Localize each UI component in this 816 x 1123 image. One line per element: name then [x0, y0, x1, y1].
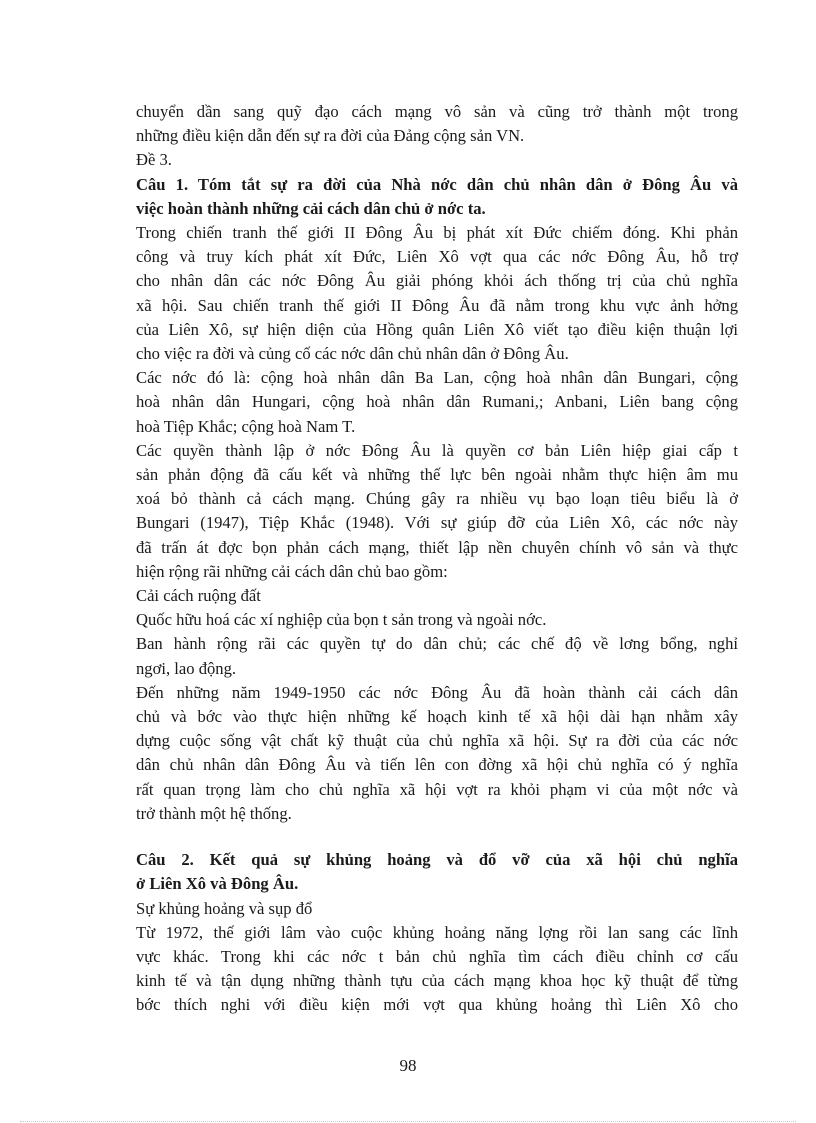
text-line: trở thành một hệ thống.: [136, 803, 292, 823]
text-line: Các quyền thành lập ở nớc Đông Âu là quyền cơ bản Liên hiệp giai cấp t: [136, 440, 738, 460]
text-line: chuyển dần sang quỹ đạo cách mạng vô sản và cũng trở thành một trong: [136, 102, 738, 121]
text-line: xoá bỏ thành cả cách mạng. Chúng gây ra nhiều vụ bạo loạn tiêu biểu là ở: [136, 489, 738, 509]
text-line: cho nhân dân các nớc Đông Âu giải phóng khỏi ách thống trị của chủ nghĩa: [136, 271, 738, 291]
text-line: hoà Tiệp Khắc; cộng hoà Nam T.: [136, 416, 356, 436]
text-line: hiện rộng rãi những cải cách dân chủ bao gồm:: [136, 561, 448, 581]
paragraph: [136, 100, 738, 148]
heading-line: Câu 2. Kết quả sự khủng hoảng và đổ vỡ của xã hội chủ nghĩa: [136, 850, 738, 870]
text-line: xã hội. Sau chiến tranh thế giới II Đông Âu đã nằm trong khu vực ảnh hởng: [136, 295, 738, 315]
text-line: dựng cuộc sống vật chất kỹ thuật của chủ nghĩa xã hội. Sự ra đời của các nớc: [136, 731, 738, 751]
page-bottom-rule: [20, 1121, 796, 1122]
text-line: Cải cách ruộng đất: [136, 586, 261, 606]
section-heading: [136, 848, 738, 896]
text-line: Trong chiến tranh thế giới II Đông Âu bị phát xít Đức chiếm đóng. Khi phản: [136, 223, 738, 243]
paragraph: [136, 681, 738, 826]
paragraph: [136, 921, 738, 1018]
text-line: những điều kiện dẫn đến sự ra đời của Đảng cộng sản VN.: [136, 126, 525, 146]
page-body: [136, 100, 738, 1018]
text-line: Quốc hữu hoá các xí nghiệp của bọn t sản trong và ngoài nớc.: [136, 610, 547, 630]
text-line: Bungari (1947), Tiệp Khắc (1948). Với sự giúp đỡ của Liên Xô, các nớc này: [136, 513, 738, 533]
text-line: Các nớc đó là: cộng hoà nhân dân Ba Lan, cộng hoà nhân dân Bungari, cộng: [136, 368, 738, 388]
heading-line: việc hoàn thành những cải cách dân chủ ở nớc ta.: [136, 198, 486, 218]
text-line: Đến những năm 1949-1950 các nớc Đông Âu đã hoàn thành cải cách dân: [136, 682, 738, 702]
text-line: Đề 3.: [136, 150, 172, 170]
text-line: chủ và bớc vào thực hiện những kế hoạch kinh tế xã hội dài hạn nhằm xây: [136, 707, 738, 727]
paragraph: [136, 632, 738, 680]
text-line: dân chủ nhân dân Đông Âu và tiến lên con đờng xã hội chủ nghĩa có ý nghĩa: [136, 755, 738, 775]
paragraph: [136, 439, 738, 584]
heading-line: Câu 1. Tóm tắt sự ra đời của Nhà nớc dân chủ nhân dân ở Đông Âu và: [136, 174, 738, 194]
text-line: đã trấn át đợc bọn phản cách mạng, thiết lập nền chuyên chính vô sản và thực: [136, 537, 738, 557]
paragraph: [136, 366, 738, 439]
section-heading: [136, 173, 738, 221]
section-gap: [136, 826, 738, 848]
paragraph: [136, 897, 738, 921]
paragraph: [136, 584, 738, 608]
text-line: cho việc ra đời và củng cố các nớc dân chủ nhân dân ở Đông Âu.: [136, 344, 569, 364]
heading-line: ở Liên Xô và Đông Âu.: [136, 874, 299, 894]
text-line: sản phản động đã cấu kết và những thế lực bên ngoài nhằm thực hiện âm mu: [136, 465, 738, 485]
text-line: công và truy kích phát xít Đức, Liên Xô vợt qua các nớc Đông Âu, hỗ trợ: [136, 247, 738, 267]
text-line: kinh tế và tận dụng những thành tựu của cách mạng khoa học kỹ thuật để từng: [136, 971, 738, 991]
text-line: Ban hành rộng rãi các quyền tự do dân chủ; các chế độ về lơng bổng, nghỉ: [136, 634, 738, 654]
paragraph: [136, 221, 738, 366]
page-number: 98: [399, 1056, 417, 1075]
text-line: rất quan trọng làm cho chủ nghĩa xã hội vợt ra khỏi phạm vi của một nớc và: [136, 779, 738, 799]
text-line: hoà nhân dân Hungari, cộng hoà nhân dân Rumani,; Anbani, Liên bang cộng: [136, 392, 738, 412]
paragraph: [136, 148, 738, 172]
paragraph: [136, 608, 738, 632]
text-line: Từ 1972, thế giới lâm vào cuộc khủng hoảng năng lợng rồi lan sang các lĩnh: [136, 922, 738, 942]
text-line: vực khác. Trong khi các nớc t bản chủ nghĩa tìm cách điều chỉnh cơ cấu: [136, 946, 738, 966]
text-line: ngơi, lao động.: [136, 658, 237, 678]
text-line: bớc thích nghi với điều kiện mới vợt qua khủng hoảng thì Liên Xô cho: [136, 995, 738, 1015]
text-line: Sự khủng hoảng và sụp đổ: [136, 898, 313, 918]
text-line: của Liên Xô, sự hiện diện của Hồng quân Liên Xô viết tạo điều kiện thuận lợi: [136, 319, 738, 339]
